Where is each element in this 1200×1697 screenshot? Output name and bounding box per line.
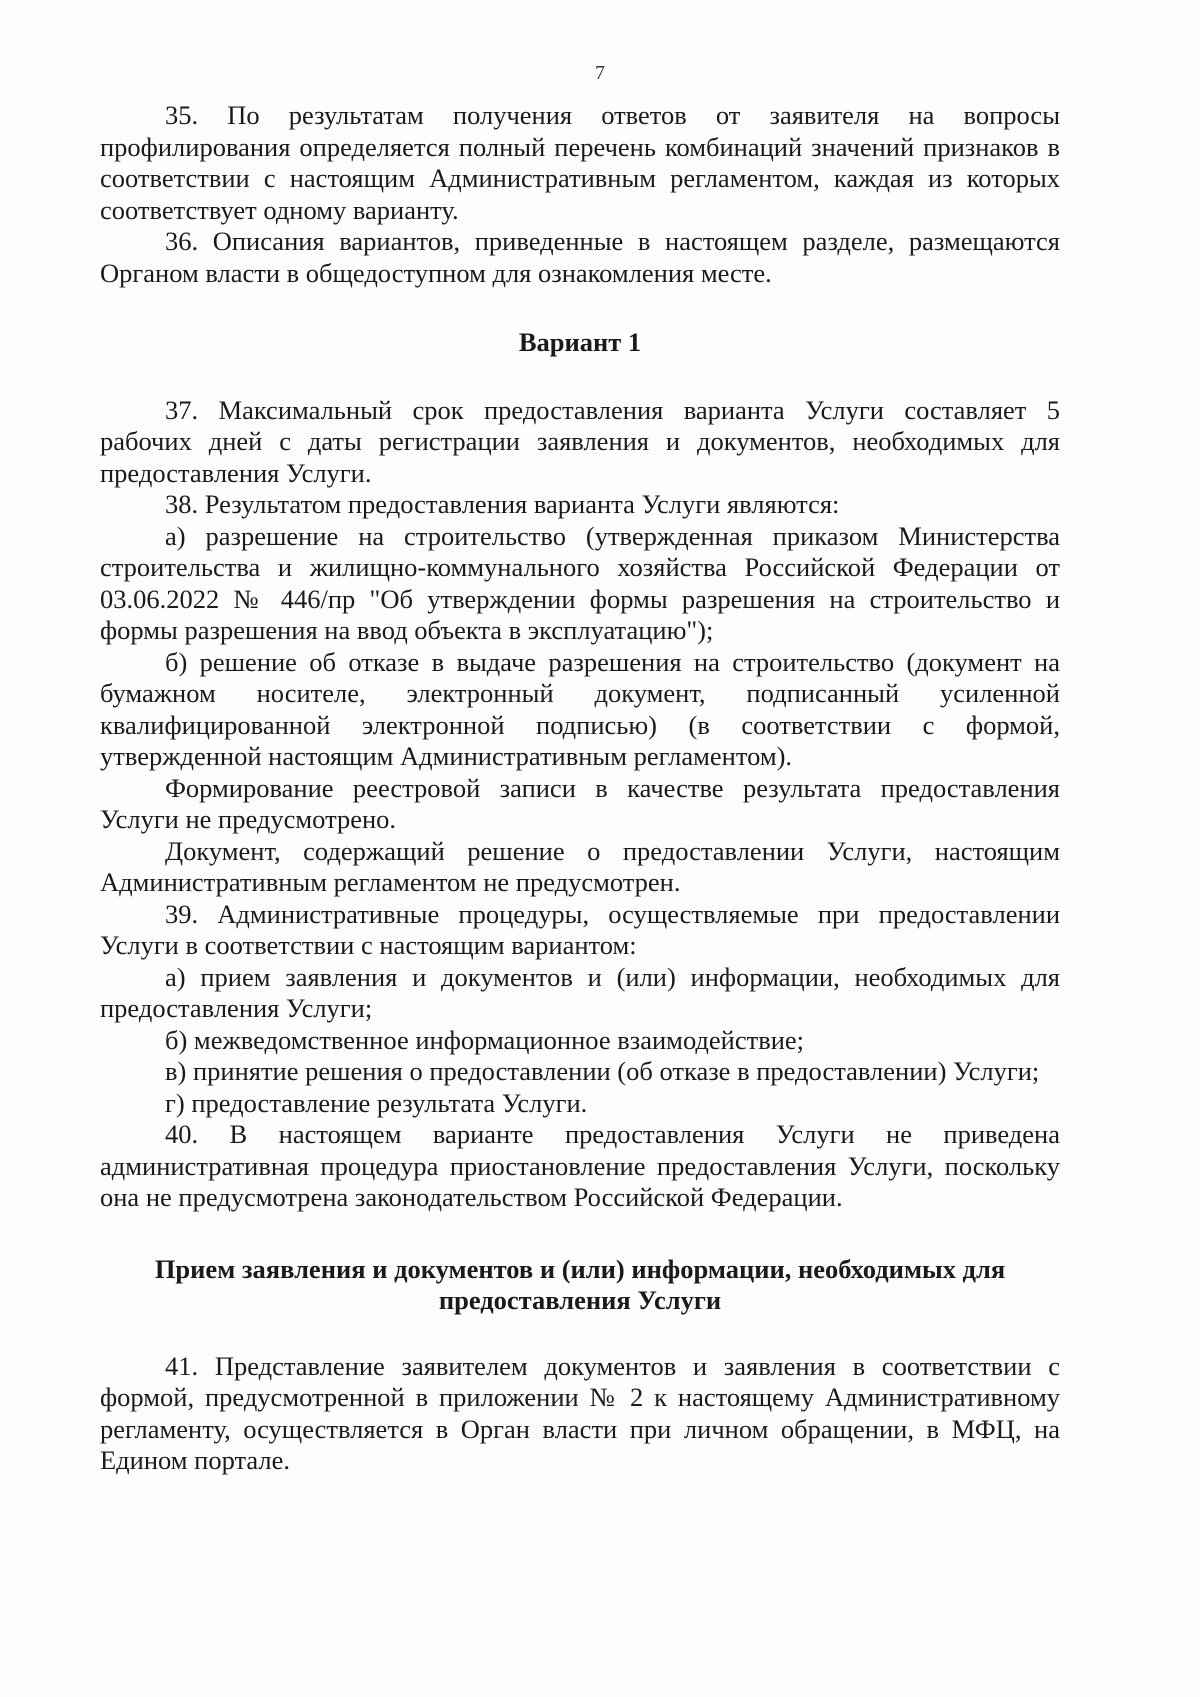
paragraph-39-c: в) принятие решения о предоставлении (об отказе в предоставлении) Услуги; (165, 1056, 1040, 1086)
paragraph-36: 36. Описания вариантов, приведенные в настоящем разделе, размещаются Органом власти в общедоступном для ознакомления месте. (100, 226, 1060, 288)
heading-variant-1: Вариант 1 (518, 327, 642, 357)
page-number: 7 (595, 62, 605, 84)
paragraph-39-d: г) предоставление результата Услуги. (165, 1087, 588, 1118)
document-body (100, 100, 1060, 1477)
paragraph-35: 35. По результатам получения ответов от заявителя на вопросы профилирования определяется полный перечень комбинаций значений признаков в соответствии с настоящим Административным регламентом, каждая из которых соответствует одному варианту. (100, 100, 1060, 225)
paragraph-38: 38. Результатом предоставления варианта Услуги являются: (165, 489, 840, 519)
paragraph-38-a: а) разрешение на строительство (утвержденная приказом Министерства строительства и жилищно-коммунального хозяйства Российской Федерации от 03.06.2022 № 446/пр "Об утверждении формы разрешения на строительство и формы разрешения на ввод объекта в эксплуатацию"); (100, 520, 1060, 645)
paragraph-39: 39. Административные процедуры, осуществляемые при предоставлении Услуги в соответствии с настоящим вариантом: (100, 898, 1060, 960)
paragraph-37: 37. Максимальный срок предоставления варианта Услуги составляет 5 рабочих дней с даты регистрации заявления и документов, необходимых для предоставления Услуги. (100, 394, 1060, 488)
paragraph-39-a: а) прием заявления и документов и (или) информации, необходимых для предоставления Услуги; (100, 961, 1060, 1023)
heading-application-reception: Прием заявления и документов и (или) информации, необходимых для предоставления Услуги (154, 1253, 1006, 1315)
paragraph-41: 41. Представление заявителем документов и заявления в соответствии с формой, предусмотренной в приложении № 2 к настоящему Административному регламенту, осуществляется в Орган власти при личном обращении, в МФЦ, на Едином портале. (100, 1350, 1060, 1475)
paragraph-38-b: б) решение об отказе в выдаче разрешения на строительство (документ на бумажном носителе, электронный документ, подписанный усиленной квалифицированной электронной подписью) (в соответствии с формой, утвержденной настоящим Административным регламентом). (100, 646, 1060, 771)
paragraph-40: 40. В настоящем варианте предоставления Услуги не приведена административная процедура приостановление предоставления Услуги, поскольку она не предусмотрена законодательством Российской Федерации. (100, 1119, 1060, 1212)
paragraph-38-document: Документ, содержащий решение о предоставлении Услуги, настоящим Административным регламентом не предусмотрен. (100, 835, 1060, 897)
paragraph-39-b: б) межведомственное информационное взаимодействие; (165, 1024, 805, 1055)
paragraph-38-registry: Формирование реестровой записи в качестве результата предоставления Услуги не предусмотрено. (100, 772, 1060, 834)
